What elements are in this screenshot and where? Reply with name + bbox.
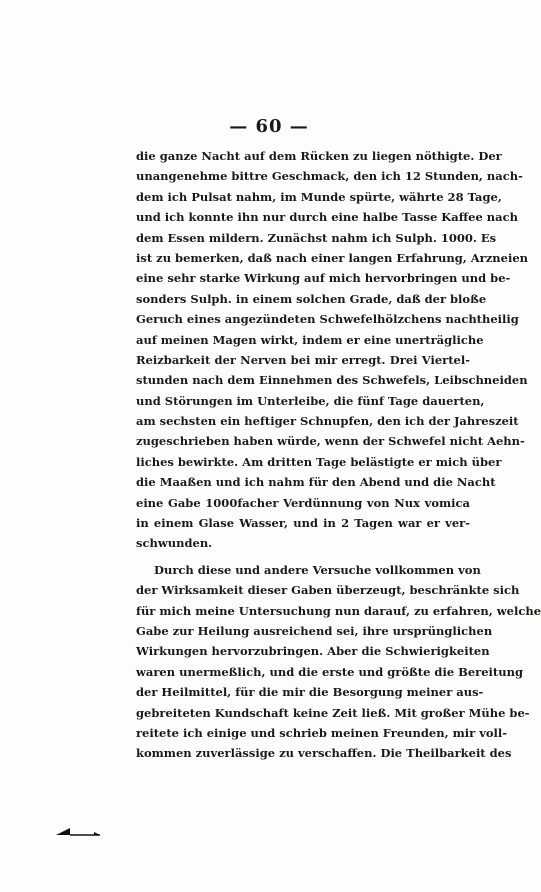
paragraph-2	[136, 560, 541, 764]
text-line: die Maaßen und ich nahm für den Abend und die Nacht	[136, 475, 496, 490]
text-line: schwunden.	[136, 536, 213, 551]
text-line: und ich konnte ihn nur durch eine halbe Tasse Kaffee nach	[136, 210, 518, 225]
text-line: reitete ich einige und schrieb meinen Freunden, mir voll-	[136, 725, 508, 740]
text-line: Gabe zur Heilung ausreichend sei, ihre ursprünglichen	[136, 623, 493, 638]
text-line: für mich meine Untersuchung nun darauf, zu erfahren, welche	[136, 603, 541, 618]
text-line: liches bewirkte. Am dritten Tage belästigte er mich über	[136, 454, 502, 469]
text-line: zugeschrieben haben würde, wenn der Schwefel nicht Aehn-	[136, 434, 525, 449]
text-line: eine Gabe 1000facher Verdünnung von Nux vomica	[136, 495, 470, 510]
body-text	[136, 146, 541, 764]
scan-corner-mark	[56, 826, 102, 836]
text-line: waren unermeßlich, und die erste und größte die Bereitung	[136, 664, 523, 679]
text-line: und Störungen im Unterleibe, die fünf Tage dauerten,	[136, 393, 485, 408]
text-line: dem Essen mildern. Zunächst nahm ich Sulph. 1000. Es	[136, 230, 497, 245]
text-line: dem ich Pulsat nahm, im Munde spürte, währte 28 Tage,	[136, 189, 502, 204]
text-line: Geruch eines angezündeten Schwefelhölzchens nachtheilig	[136, 312, 519, 327]
text-line: Reizbarkeit der Nerven bei mir erregt. Drei Viertel-	[136, 352, 470, 367]
page-number: — 60 —	[229, 116, 309, 137]
text-line: der Wirksamkeit dieser Gaben überzeugt, beschränkte sich	[136, 583, 520, 598]
text-line: am sechsten ein heftiger Schnupfen, den ich der Jahreszeit	[136, 414, 519, 429]
text-line: sonders Sulph. in einem solchen Grade, daß der bloße	[136, 291, 487, 306]
text-line: in einem Glase Wasser, und in 2 Tagen war er ver-	[136, 516, 470, 531]
paragraph-1	[136, 146, 528, 554]
text-line: Wirkungen hervorzubringen. Aber die Schwierigkeiten	[136, 644, 490, 659]
text-line: Durch diese und andere Versuche vollkommen von	[154, 562, 481, 577]
text-line: auf meinen Magen wirkt, indem er eine unerträgliche	[136, 332, 484, 347]
text-line: kommen zuverlässige zu verschaffen. Die Theilbarkeit des	[136, 746, 512, 761]
text-line: ist zu bemerken, daß nach einer langen Erfahrung, Arzneien	[136, 250, 528, 265]
text-line: stunden nach dem Einnehmen des Schwefels, Leibschneiden	[136, 373, 528, 388]
text-line: eine sehr starke Wirkung auf mich hervorbringen und be-	[136, 271, 511, 286]
text-line: der Heilmittel, für die mir die Besorgung meiner aus-	[136, 685, 484, 700]
text-line: die ganze Nacht auf dem Rücken zu liegen nöthigte. Der	[136, 149, 502, 163]
text-line: gebreiteten Kundschaft keine Zeit ließ. Mit großer Mühe be-	[136, 705, 530, 720]
text-line: unangenehme bittre Geschmack, den ich 12 Stunden, nach-	[136, 169, 523, 184]
